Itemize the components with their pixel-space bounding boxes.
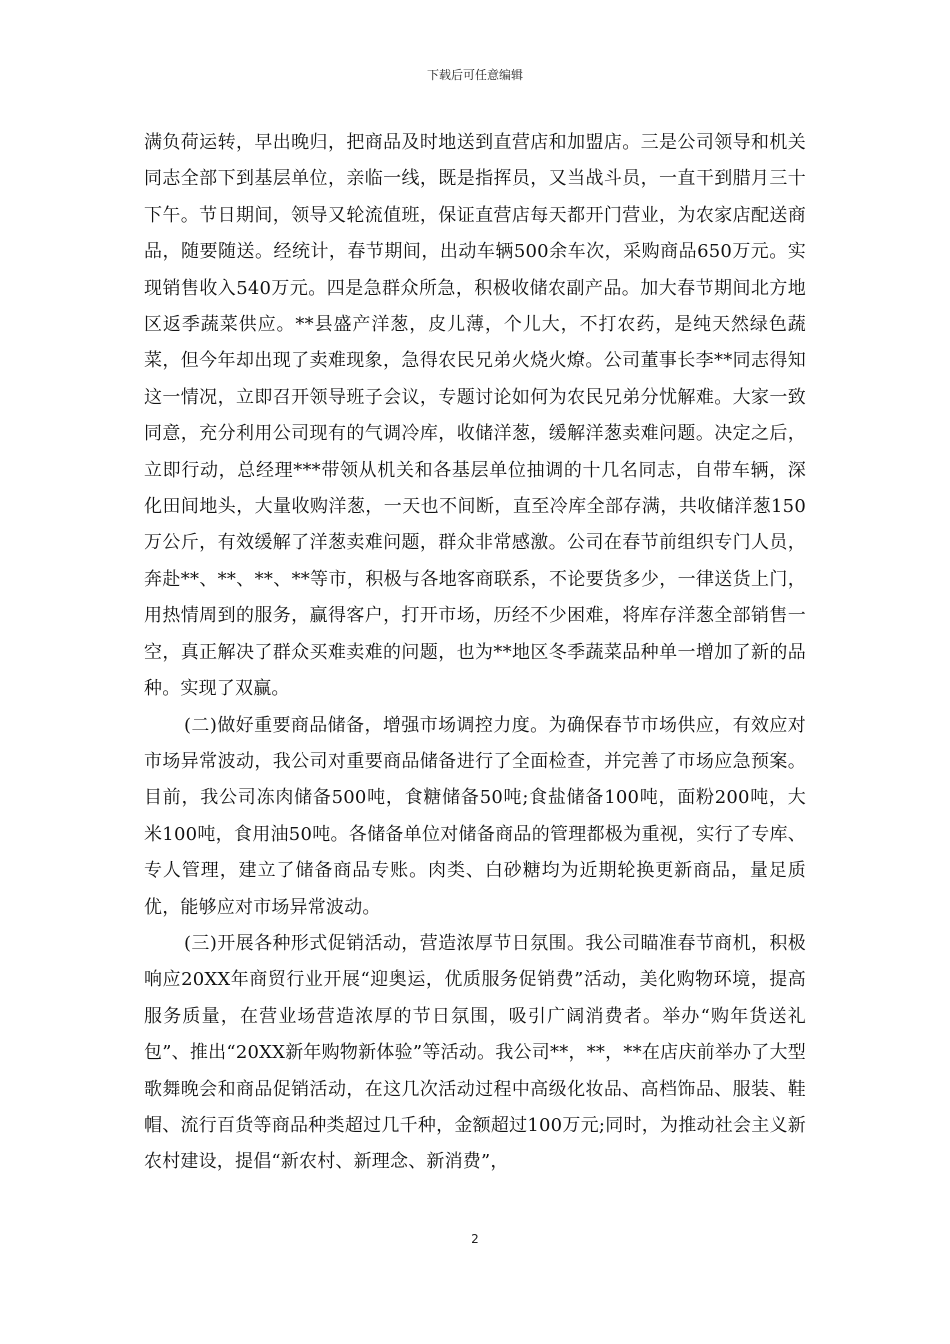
page-number: 2 [471,1232,479,1246]
document-body [144,125,806,1181]
page-header: 下载后可任意编辑 [426,68,523,82]
paragraph-section-3: (三)开展各种形式促销活动，营造浓厚节日氛围。我公司瞄准春节商机，积极响应20XX年商贸行业开展“迎奥运，优质服务促销费”活动，美化购物环境，提高服务质量，在营业场营造浓厚的节日氛围，吸引广阔消费者。举办“购年货送礼包”、推出“20XX新年购物新体验”等活动。我公司**，**，**在店庆前举办了大型歌舞晚会和商品促销活动，在这几次活动过程中高级化妆品、高档饰品、服装、鞋帽、流行百货等商品种类超过几千种，金额超过100万元;同时，为推动社会主义新农村建设，提倡“新农村、新理念、新消费”， [144,932,806,1173]
paragraph-continuation: 满负荷运转，早出晚归，把商品及时地送到直营店和加盟店。三是公司领导和机关同志全部下到基层单位，亲临一线，既是指挥员，又当战斗员，一直干到腊月三十下午。节日期间，领导又轮流值班，保证直营店每天都开门营业，为农家店配送商品，随要随送。经统计，春节期间，出动车辆500余车次，采购商品650万元。实现销售收入540万元。四是急群众所急，积极收储农副产品。加大春节期间北方地区返季蔬菜供应。**县盛产洋葱，皮儿薄，个儿大，不打农药，是纯天然绿色蔬菜，但今年却出现了卖难现象，急得农民兄弟火烧火燎。公司董事长李**同志得知这一情况，立即召开领导班子会议，专题讨论如何为农民兄弟分忧解难。大家一致同意，充分利用公司现有的气调冷库，收储洋葱，缓解洋葱卖难问题。决定之后，立即行动，总经理***带领从机关和各基层单位抽调的十几名同志，自带车辆，深化田间地头，大量收购洋葱，一天也不间断，直至冷库全部存满，共收储洋葱150万公斤，有效缓解了洋葱卖难问题，群众非常感激。公司在春节前组织专门人员，奔赴**、**、**、**等市，积极与各地客商联系，不论要货多少，一律送货上门，用热情周到的服务，赢得客户，打开市场，历经不少困难，将库存洋葱全部销售一空，真正解决了群众买难卖难的问题，也为**地区冬季蔬菜品种单一增加了新的品种。实现了双赢。 [144,132,806,700]
paragraph-section-2: (二)做好重要商品储备，增强市场调控力度。为确保春节市场供应，有效应对市场异常波动，我公司对重要商品储备进行了全面检查，并完善了市场应急预案。目前，我公司冻肉储备500吨，食糖储备50吨;食盐储备100吨，面粉200吨，大米100吨，食用油50吨。各储备单位对储备商品的管理都极为重视，实行了专库、专人管理，建立了储备商品专账。肉类、白砂糖均为近期轮换更新商品，量足质优，能够应对市场异常波动。 [144,714,806,918]
